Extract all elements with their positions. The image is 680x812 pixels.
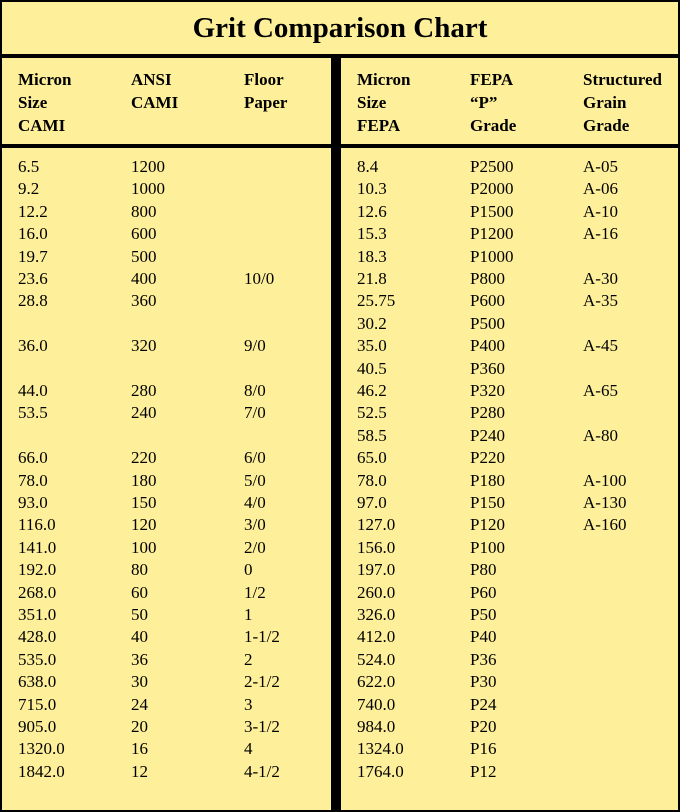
table-cell: P20 (470, 717, 497, 736)
table-row (2, 470, 331, 492)
table-row (341, 537, 678, 559)
left-header-col-1 (18, 68, 72, 137)
table-cell: 240 (131, 403, 157, 423)
table-cell: 156.0 (357, 537, 396, 557)
table-cell: P80 (470, 560, 497, 580)
left-header-col-3-line-2: Paper (244, 93, 288, 112)
table-cell: 66.0 (18, 448, 48, 468)
table-cell: 500 (131, 246, 157, 266)
table-cell: P16 (470, 739, 497, 759)
table-cell: 6.5 (18, 157, 40, 176)
table-cell: 351.0 (18, 605, 57, 624)
table-cell: 428.0 (18, 627, 57, 647)
table-cell: 9.2 (18, 179, 40, 199)
table-cell: 12.2 (18, 201, 48, 221)
table-row (341, 716, 678, 738)
table-row (341, 626, 678, 648)
table-cell: P180 (470, 470, 505, 490)
right-header-col-3-line-3: Grade (583, 116, 630, 135)
right-header-col-2-line-1: FEPA (470, 70, 514, 89)
table-cell: 638.0 (18, 672, 57, 692)
table-row (2, 358, 331, 380)
table-row (2, 694, 331, 716)
table-row (2, 425, 331, 447)
table-cell: 412.0 (357, 627, 396, 647)
right-header-col-2 (470, 68, 516, 137)
table-cell: P220 (470, 448, 505, 468)
table-cell: 622.0 (357, 672, 396, 692)
table-row (2, 201, 331, 223)
table-cell: 65.0 (357, 448, 387, 468)
table-cell: 35.0 (357, 336, 387, 356)
table-row (341, 156, 678, 178)
table-row (2, 582, 331, 604)
table-cell: 180 (131, 470, 157, 490)
table-row (341, 313, 678, 335)
table-row (341, 290, 678, 312)
table-row (341, 380, 678, 402)
table-row (341, 402, 678, 424)
table-cell: 36.0 (18, 336, 48, 356)
table-cell: 60 (131, 582, 148, 602)
table-cell: 280 (131, 381, 157, 400)
table-cell: 10.3 (357, 179, 387, 199)
table-cell: 36 (131, 649, 148, 669)
table-cell: 44.0 (18, 381, 48, 400)
left-header-col-2-line-2: CAMI (131, 93, 179, 112)
table-cell: 20 (131, 717, 148, 736)
table-cell: 40.5 (357, 358, 387, 378)
table-row (2, 380, 331, 402)
table-cell: A-16 (583, 224, 618, 244)
table-cell: 1200 (131, 157, 165, 176)
table-cell: 97.0 (357, 493, 387, 512)
left-header-col-1-line-1: Micron (18, 70, 72, 89)
table-cell: 1764.0 (357, 761, 404, 781)
table-row (2, 492, 331, 514)
table-cell: P40 (470, 627, 497, 647)
right-header-col-1 (357, 68, 411, 137)
right-header-col-3 (583, 68, 662, 137)
right-header-col-1-line-1: Micron (357, 70, 411, 89)
table-cell: P1000 (470, 246, 514, 266)
right-header-col-1-line-2: Size (357, 93, 387, 112)
left-header-col-1-line-2: Size (18, 93, 48, 112)
table-cell: P2500 (470, 157, 514, 176)
table-cell: 16 (131, 739, 148, 759)
right-header-col-3-line-2: Grain (583, 93, 627, 112)
table-row (2, 335, 331, 357)
chart-title: Grit Comparison Chart (192, 12, 488, 44)
table-cell: 28.8 (18, 291, 48, 311)
table-cell: A-06 (583, 179, 618, 199)
table-cell: 5/0 (244, 470, 266, 490)
table-row (341, 514, 678, 536)
table-cell: P2000 (470, 179, 514, 199)
table-cell: 400 (131, 269, 157, 288)
table-row (2, 313, 331, 335)
table-row (341, 492, 678, 514)
table-cell: 30.2 (357, 313, 387, 333)
table-row (2, 649, 331, 671)
table-cell: 127.0 (357, 515, 396, 535)
table-cell: P100 (470, 537, 505, 557)
title-bar (2, 2, 678, 54)
table-cell: 50 (131, 605, 148, 624)
table-row (2, 761, 331, 783)
table-cell: A-65 (583, 381, 618, 400)
table-cell: 80 (131, 560, 148, 580)
table-cell: P12 (470, 761, 497, 781)
table-cell: 4/0 (244, 493, 266, 512)
table-cell: 30 (131, 672, 148, 692)
table-row (341, 358, 678, 380)
table-cell: A-130 (583, 493, 627, 512)
table-cell: 4 (244, 739, 253, 759)
left-table-body (2, 148, 331, 810)
table-row (2, 156, 331, 178)
table-cell: 116.0 (18, 515, 56, 535)
table-cell: 2-1/2 (244, 672, 280, 692)
table-cell: A-160 (583, 515, 627, 535)
right-header-col-2-line-2: “P” (470, 93, 498, 112)
table-cell: A-30 (583, 269, 618, 288)
table-row (341, 671, 678, 693)
table-cell: 12.6 (357, 201, 387, 221)
table-cell: 58.5 (357, 425, 387, 445)
table-row (341, 178, 678, 200)
table-cell: 260.0 (357, 582, 396, 602)
table-row (2, 268, 331, 290)
table-cell: P1500 (470, 201, 514, 221)
table-cell: 3/0 (244, 515, 266, 535)
table-cell: 78.0 (18, 470, 48, 490)
left-header-col-1-line-3: CAMI (18, 116, 66, 135)
table-cell: 100 (131, 537, 157, 557)
table-row (2, 246, 331, 268)
table-row (2, 178, 331, 200)
right-header-col-2-line-3: Grade (470, 116, 517, 135)
table-cell: 46.2 (357, 381, 387, 400)
table-row (341, 447, 678, 469)
table-cell: 53.5 (18, 403, 48, 423)
table-cell: P120 (470, 515, 505, 535)
table-cell: A-80 (583, 425, 618, 445)
table-cell: 78.0 (357, 470, 387, 490)
table-cell: 4-1/2 (244, 761, 280, 781)
table-cell: P60 (470, 582, 497, 602)
table-cell: 120 (131, 515, 157, 535)
table-row (2, 738, 331, 760)
table-cell: P240 (470, 425, 505, 445)
right-table-header (341, 58, 678, 144)
right-header-col-3-line-1: Structured (583, 70, 663, 89)
table-row (341, 559, 678, 581)
table-cell: 1842.0 (18, 761, 65, 781)
table-cell: A-10 (583, 201, 618, 221)
table-row (2, 671, 331, 693)
table-cell: 93.0 (18, 493, 48, 512)
left-table-header (2, 58, 331, 144)
table-cell: 8.4 (357, 157, 379, 176)
table-cell: 141.0 (18, 537, 57, 557)
table-cell: 52.5 (357, 403, 387, 423)
table-cell: P36 (470, 649, 497, 669)
table-row (2, 402, 331, 424)
table-cell: 220 (131, 448, 157, 468)
table-cell: A-05 (583, 157, 618, 176)
table-cell: 1-1/2 (244, 627, 280, 647)
table-cell: A-45 (583, 336, 618, 356)
table-cell: P150 (470, 493, 505, 512)
table-cell: 268.0 (18, 582, 57, 602)
table-cell: 15.3 (357, 224, 387, 244)
table-cell: 320 (131, 336, 157, 356)
table-cell: P30 (470, 672, 497, 692)
table-cell: 25.75 (357, 291, 396, 311)
table-cell: 23.6 (18, 269, 48, 288)
table-row (341, 470, 678, 492)
table-row (341, 246, 678, 268)
table-cell: 905.0 (18, 717, 57, 736)
table-row (2, 537, 331, 559)
table-row (2, 447, 331, 469)
table-row (2, 716, 331, 738)
table-cell: 1000 (131, 179, 165, 199)
table-cell: 984.0 (357, 717, 396, 736)
table-cell: 10/0 (244, 269, 275, 288)
table-cell: P500 (470, 313, 505, 333)
right-header-col-1-line-3: FEPA (357, 116, 401, 135)
table-row (2, 604, 331, 626)
left-header-col-2 (131, 68, 178, 114)
table-cell: 150 (131, 493, 157, 512)
table-cell: 24 (131, 694, 148, 714)
left-header-col-2-line-1: ANSI (131, 70, 172, 89)
table-cell: 19.7 (18, 246, 48, 266)
table-cell: 1/2 (244, 582, 266, 602)
table-cell: 740.0 (357, 694, 396, 714)
table-cell: 800 (131, 201, 157, 221)
table-cell: 8/0 (244, 381, 266, 400)
table-cell: P320 (470, 381, 505, 400)
table-cell: 192.0 (18, 560, 57, 580)
table-cell: 2 (244, 649, 253, 669)
table-row (341, 694, 678, 716)
table-row (341, 738, 678, 760)
table-cell: 600 (131, 224, 157, 244)
table-cell: 1320.0 (18, 739, 65, 759)
table-cell: 16.0 (18, 224, 48, 244)
table-cell: 18.3 (357, 246, 387, 266)
table-row (341, 201, 678, 223)
table-row (341, 582, 678, 604)
table-row (341, 761, 678, 783)
table-row (341, 425, 678, 447)
table-cell: 3-1/2 (244, 717, 280, 736)
table-cell: P280 (470, 403, 505, 423)
table-cell: P1200 (470, 224, 514, 244)
table-row (2, 559, 331, 581)
table-row (341, 649, 678, 671)
table-row (2, 290, 331, 312)
table-cell: 0 (244, 560, 253, 580)
table-row (341, 604, 678, 626)
table-row (2, 626, 331, 648)
table-cell: P600 (470, 291, 505, 311)
table-cell: 7/0 (244, 403, 266, 423)
table-cell: 3 (244, 694, 253, 714)
table-cell: P400 (470, 336, 505, 356)
table-cell: 535.0 (18, 649, 57, 669)
table-cell: 197.0 (357, 560, 396, 580)
table-cell: 2/0 (244, 537, 266, 557)
table-cell: P50 (470, 605, 497, 624)
table-row (341, 223, 678, 245)
table-cell: 360 (131, 291, 157, 311)
right-table-body (341, 148, 678, 810)
left-header-col-3-line-1: Floor (244, 70, 284, 89)
table-cell: 524.0 (357, 649, 396, 669)
table-cell: 1 (244, 605, 253, 624)
left-header-col-3 (244, 68, 287, 114)
table-cell: P360 (470, 358, 505, 378)
table-cell: P24 (470, 694, 497, 714)
table-row (341, 335, 678, 357)
table-cell: 6/0 (244, 448, 266, 468)
table-cell: 9/0 (244, 336, 266, 356)
table-row (2, 223, 331, 245)
table-cell: A-35 (583, 291, 618, 311)
table-cell: 12 (131, 761, 148, 781)
table-cell: 21.8 (357, 269, 387, 288)
table-cell: 326.0 (357, 605, 396, 624)
table-row (341, 268, 678, 290)
table-cell: 40 (131, 627, 148, 647)
table-cell: 1324.0 (357, 739, 404, 759)
table-cell: A-100 (583, 470, 627, 490)
table-row (2, 514, 331, 536)
table-cell: 715.0 (18, 694, 57, 714)
table-cell: P800 (470, 269, 505, 288)
